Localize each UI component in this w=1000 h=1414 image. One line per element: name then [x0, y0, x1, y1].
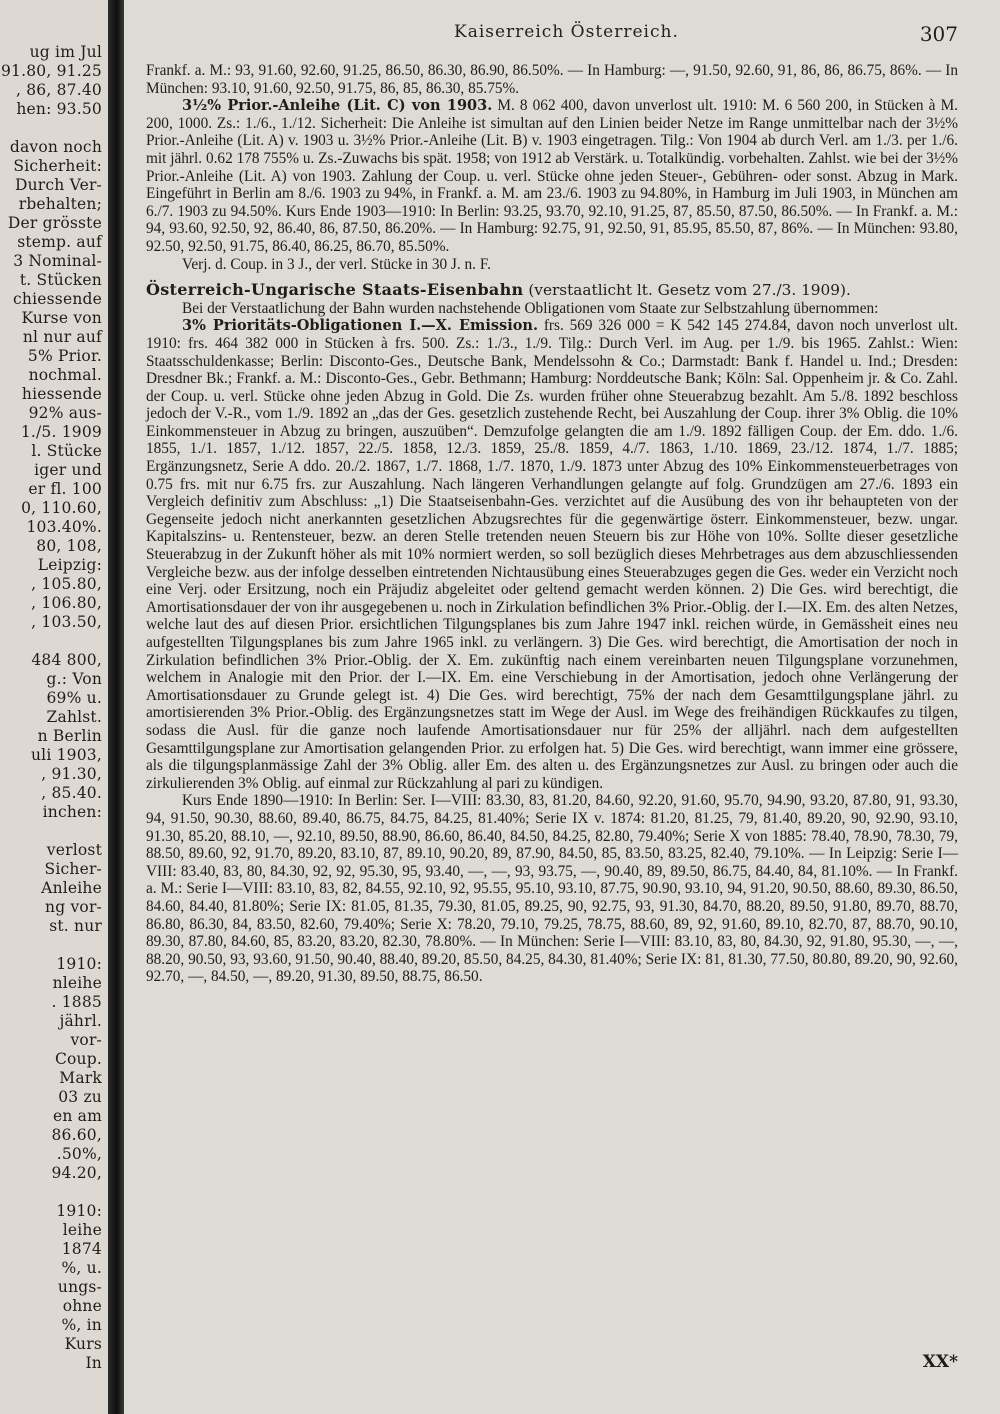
adjacent-page-margin [0, 0, 108, 1414]
margin-fragment: er fl. 100 [28, 480, 102, 498]
margin-fragment: %, in [61, 1316, 102, 1334]
margin-fragment: st. nur [49, 917, 102, 935]
section-note: (verstaatlicht lt. Gesetz vom 27./3. 1909). [523, 281, 851, 300]
margin-fragment: nochmal. [28, 366, 102, 384]
margin-fragment: Mark [59, 1069, 102, 1087]
heading-prior-anleihe-lit-c: 3½% Prior.-Anleihe (Lit. C) von 1903. [182, 97, 493, 115]
margin-fragment: 1874 [61, 1240, 102, 1258]
text-prior-anleihe-lit-c: M. 8 062 400, davon unverlost ult. 1910: M. 6 560 200, in Stücken à M. 200, 1000. Zs.: 1./6., 1./12. Sicherheit: Die Anleihe ist simultan auf den Linien beider Netze im Range unmittelbar nach der 3½% Prior.-Anleihe (Lit. A) v. 1903 u. 3½% Prior.-Anleihe (Lit. B) v. 1903 eingetragen. Tilg.: Von 1904 ab durch Verl. am 1./3. per 1./6. mit jährl. 0.62 178 755% u. Zs.-Zuwachs bis spät. 1958; von 1912 ab Verstärk. u. Totalkündig. vorbehalten. Zahlst. wie bei der 3½% Prior.-Anleihe (Lit. A) von 1903. Zahlung der Coup. u. verl. Stücke ohne jeden Steuer-, Gebühren- oder sonst. Abzug in Mark. Eingeführt in Berlin am 8./6. 1903 zu 94%, in Frankf. a. M. am 23./6. 1903 zu 94.80%, in Hamburg im Juli 1903, in München am 6./7. 1903 zu 94.50%. Kurs Ende 1903—1910: In Berlin: 93.25, 93.70, 92.10, 91.25, 87, 85.50, 87.50, 86.50%. — In Frankf. a. M.: 94, 93.60, 92.50, 92, 86.40, 86, 87.50, 86.20%. — In Hamburg: 92.75, 91, 92.50, 91, 85.95, 85.50, 87, 86%. — In München: 93.80, 92.50, 92.50, 91.75, 86.40, 86.25, 86.70, 85.50%. [146, 97, 958, 255]
margin-fragment: 92% aus- [28, 404, 102, 422]
paragraph-frankfurt-rates: Frankf. a. M.: 93, 91.60, 92.60, 91.25, 86.50, 86.30, 86.90, 86.50%. — In Hamburg: —, 91.50, 92.60, 91, 86, 86, 86.75, 86%. — In München: 93.10, 91.60, 92.50, 91.75, 86, 85, 86.30, 85.75%. [146, 62, 958, 97]
margin-fragment: ungs- [57, 1278, 102, 1296]
margin-fragment: g.: Von [46, 670, 102, 688]
margin-fragment: 86.60, [51, 1126, 102, 1144]
margin-fragment: .50%, [56, 1145, 102, 1163]
margin-fragment: 5% Prior. [27, 347, 102, 365]
margin-fragment: chiessende [13, 290, 102, 308]
margin-fragment: Zahlst. [46, 708, 102, 726]
margin-fragment: nl nur auf [22, 328, 102, 346]
page-content [146, 62, 958, 986]
margin-fragment: stemp. auf [17, 233, 102, 251]
section-title: Österreich-Ungarische Staats-Eisenbahn [146, 280, 524, 300]
margin-fragment: 94.20, [51, 1164, 102, 1182]
margin-fragment: Coup. [54, 1050, 102, 1068]
paragraph-verjaehrung: Verj. d. Coup. in 3 J., der verl. Stücke in 30 J. n. F. [182, 255, 491, 273]
margin-fragment: 3 Nominal- [13, 252, 102, 270]
margin-fragment: ug im Jul [29, 43, 102, 61]
margin-fragment: Der grösste [7, 214, 102, 232]
margin-fragment: . 1885 [51, 993, 102, 1011]
page [124, 0, 1000, 1414]
section-heading-staats-eisenbahn [146, 281, 958, 300]
margin-fragment: 80, 108, [36, 537, 102, 555]
book-gutter [108, 0, 124, 1414]
paragraph-verstaatlichung: Bei der Verstaatlichung der Bahn wurden nachstehende Obligationen vom Staate zur Selbstzahlung übernommen: [182, 299, 879, 317]
margin-fragment: Kurse von [21, 309, 102, 327]
margin-fragment: 103.40%. [26, 518, 102, 536]
margin-fragment: ng vor- [45, 898, 102, 916]
margin-fragment: , 91.30, [41, 765, 102, 783]
margin-fragment: , 86, 87.40 [15, 81, 102, 99]
margin-fragment: jährl. [59, 1012, 102, 1030]
margin-fragment: hen: 93.50 [16, 100, 102, 118]
margin-fragment: vor- [70, 1031, 102, 1049]
margin-fragment: Sicher- [44, 860, 102, 878]
margin-fragment: leihe [62, 1221, 102, 1239]
margin-fragment: 91.80, 91.25 [0, 62, 102, 80]
page-header-title: Kaiserreich Österreich. [454, 22, 679, 42]
signature-mark: XX* [922, 1352, 958, 1372]
paragraph-prior-anleihe-lit-c [146, 97, 958, 255]
paragraph-kurs-ende: Kurs Ende 1890—1910: In Berlin: Ser. I—VIII: 83.30, 83, 81.20, 84.60, 92.20, 91.60, 95.70, 94.90, 93.20, 87.80, 91, 93.30, 94, 91.50, 90.30, 88.60, 89.40, 86.75, 84.75, 84.25, 81.40%; Serie IX v. 1874: 81.20, 81.25, 79, 81.40, 89.20, 90, 92.90, 93.10, 91.30, 85.20, 88.10, —, 92.10, 89.50, 88.90, 86.60, 86.40, 84.50, 84.25, 82.80, 79.40%; Serie X von 1885: 78.40, 78.90, 78.30, 79, 88.50, 89.60, 92, 91.70, 89.20, 83.10, 87, 89.10, 90.20, 89, 87.90, 84.50, 85, 83.50, 83.25, 82.40, 79.10%. — In Leipzig: Serie I—VIII: 83.40, 83, 80, 84.30, 92, 92, 95.30, 95, 93.40, —, —, 93, 93.75, —, 90.40, 89, 89.50, 86.75, 84.40, 84, 81.10%. — In Frankf. a. M.: Serie I—VIII: 83.10, 83, 82, 84.55, 92.10, 92, 95.55, 95.10, 93.10, 87.75, 90.90, 93.10, 94, 91.20, 90.50, 88.60, 89.30, 86.50, 84.60, 84.40, 81.80%; Serie IX: 81.05, 81.35, 79.30, 81.05, 89.25, 90, 92.75, 93, 91.30, 84.70, 88.20, 89.50, 91.80, 89.70, 88.70, 86.80, 86.30, 84, 83.50, 82.60, 79.40%; Serie X: 78.20, 79.10, 79.25, 78.75, 88.60, 89, 92, 91.60, 89.10, 82.70, 87, 88.70, 90.10, 89.30, 87.80, 84.60, 85, 83.20, 83.20, 82.30, 78.80%. — In München: Serie I—VIII: 83.10, 83, 80, 84.30, 92, 91.80, 95.30, —, —, 88.20, 90.50, 93, 93.60, 91.50, 90.40, 88.40, 89.20, 85.50, 84.25, 84.30, 81.40%; Serie IX: 81, 81.30, 77.50, 80.80, 89.20, 90, 92.60, 92.70, —, 84.50, —, 89.20, 91.30, 89.50, 88.75, 86.50. [146, 792, 958, 986]
margin-fragment: verlost [46, 841, 102, 859]
margin-fragment: , 105.80, [31, 575, 102, 593]
margin-fragment: Sicherheit: [13, 157, 102, 175]
margin-fragment: , 103.50, [31, 613, 102, 631]
margin-fragment: 1./5. 1909 [20, 423, 102, 441]
page-number: 307 [919, 22, 958, 46]
margin-fragment: t. Stücken [19, 271, 102, 289]
margin-fragment: nleihe [52, 974, 102, 992]
margin-fragment: 484 800, [31, 651, 102, 669]
heading-prioritaets-obligationen: 3% Prioritäts-Obligationen I.—X. Emission. [182, 317, 538, 335]
margin-fragment: Durch Ver- [14, 176, 102, 194]
margin-fragment: l. Stücke [31, 442, 102, 460]
margin-fragment: Anleihe [41, 879, 102, 897]
margin-fragment: hiessende [21, 385, 102, 403]
margin-fragment: uli 1903, [31, 746, 102, 764]
paragraph-prioritaets-obligationen [146, 317, 958, 792]
margin-fragment: 69% u. [46, 689, 102, 707]
margin-fragment: In [85, 1354, 102, 1372]
margin-fragment: rbehalten; [18, 195, 102, 213]
margin-fragment: %, u. [61, 1259, 102, 1277]
margin-fragment: n Berlin [37, 727, 102, 745]
margin-fragment: 1910: [56, 1202, 102, 1220]
margin-fragment: inchen: [42, 803, 102, 821]
margin-fragment: , 106.80, [31, 594, 102, 612]
margin-fragment: 0, 110.60, [21, 499, 102, 517]
margin-fragment: davon noch [9, 138, 102, 156]
margin-fragment: Kurs [64, 1335, 102, 1353]
margin-fragment: 1910: [56, 955, 102, 973]
margin-fragment: iger und [34, 461, 102, 479]
margin-fragment: 03 zu [58, 1088, 102, 1106]
margin-fragment: , 85.40. [41, 784, 102, 802]
margin-fragment: Leipzig: [37, 556, 102, 574]
text-prioritaets-obligationen: frs. 569 326 000 = K 542 145 274.84, davon noch unverlost ult. 1910: frs. 464 382 000 in Stücken à frs. 500. Zs.: 1./3., 1./9. Tilg.: Durch Verl. im Aug. per 1./9. bis 1965. Zahlst.: Wien: Staatsschuldenkasse; Berlin: Disconto-Ges., Deutsche Bank, Mendelssohn & Co.; Darmstadt: Bank f. Handel u. Ind.; Dresden: Dresdner Bk.; Frankf. a. M.: Disconto-Ges., Gebr. Bethmann; Hamburg: Norddeutsche Bank; Köln: Sal. Oppenheim jr. & Co. Zahl. der Coup. u. verl. Stücke ohne jeden Abzug in Gold. Die Zs. wurden früher ohne Steuerabzug bezahlt. Am 5./8. 1892 beschloss jedoch der V.-R., vom 1./9. 1892 an „das der Ges. gesetzlich zustehende Recht, bei Auszahlung der Coup. ihrer 3% Oblig. die 10% Einkommensteuer in Abzug zu bringen, auszuüben“. Demzufolge gelangten die am 1./9. 1892 fälligen Coup. der Em. ddo. 1./6. 1855, 1./1. 1857, 1./12. 1857, 22./5. 1858, 12./3. 1859, 25./8. 1859, 4./7. 1863, 1./10. 1869, 23./12. 1874, 1./7. 1885; Ergänzungsnetz, Serie A ddo. 20./2. 1867, 1./7. 1868, 1./7. 1870, 1./9. 1873 unter Abzug des 10% Einkommensteuerbetrages von 0.75 frs. mit nur 6.75 frs. zur Auszahlung. Nach längeren Verhandlungen gelangte auf folg. Grundzügen am 27./6. 1893 ein Vergleich definitiv zum Abschluss: „1) Die Staatseisenbahn-Ges. verzichtet auf die Ausübung des von ihr behaupteten von der Gegenseite jedoch nicht anerkannten gesetzlichen Abzugsrechtes für die gegenwärtige österr. Einkommensteuer, bezw. ungar. Kapitalszins- u. Rentensteuer, bezw. an deren Stelle tretenden neuen Steuern bis zur Höhe von 10%. Sollte dieser gesetzliche Steuerabzug in der Zukunft höher als mit 10% normiert werden, so soll bezüglich dieses Mehrbetrages aus dem abzuschliessenden Vergleiche bezw. aus der infolge desselben eintretenden Nichtausübung eines Steuerabzuges gegen die Ges. weder ein Verzicht noch eine Verj. oder Ersitzung, noch ein Präjudiz abgeleitet oder geltend gemacht werden können. 2) Die Ges. wird berechtigt, die Amortisationsdauer der von ihr ausgegebenen u. noch in Zirkulation befindlichen 3% Prior.-Oblig. der I.—IX. Em. des alten Netzes, welche laut des auf diesen Prior. ersichtlichen Tilgungsplanes bis zum Jahre 1947 inkl. reichen würde, in Gemässheit eines neu aufgestellten Tilgungsplanes bis zum Jahre 1965 inkl. zu verlängern. 3) Die Ges. wird berechtigt, die Amortisation der noch in Zirkulation befindlichen 3% Prior.-Oblig. der X. Em. zukünftig nach einem vereinbarten neuen Tilgungsplane vorzunehmen, welchem in Analogie mit den Prior. der I.—IX. Em. eine Verschiebung in der Amortisation, jedoch ohne Verlängerung der Amortisationsdauer zu Grunde gelegt ist. 4) Die Ges. wird berechtigt, 75% der nach dem Gesamttilgungsplane jährl. zu amortisierenden 3% Prior.-Oblig. des Ergänzungsnetzes statt im Wege der Ausl. im Wege des freihändigen Rückkaufes zu tilgen, sodass die Ausl. für die ganze noch laufende Amortisationsdauer nur für 25% der alljährl. nach dem aufgestellten Gesamttilgungsplane zur Amortisation gelangenden Prior. zu erfolgen hat. 5) Die Ges. wird berechtigt, wann immer eine grössere, als die tilgungsplanmässige Zahl der 3% Oblig. aller Em. des alten u. des Ergänzungsnetzes zur Ausl. zu bringen oder auch die zirkulierenden 3% Oblig. auf einmal zur Rückzahlung al pari zu kündigen. [146, 317, 958, 792]
margin-fragment: ohne [62, 1297, 102, 1315]
margin-fragment: en am [52, 1107, 102, 1125]
